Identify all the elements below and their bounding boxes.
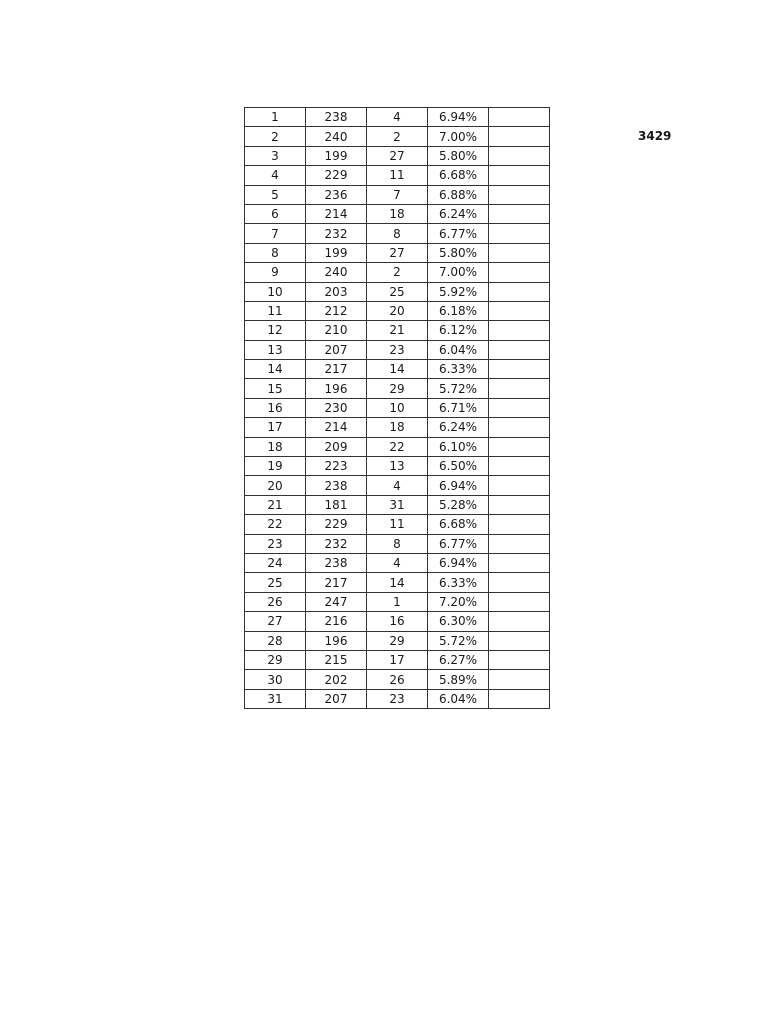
table-row (245, 476, 550, 495)
value-cell: 199 (306, 146, 367, 165)
rank-cell: 18 (367, 204, 428, 223)
table-row (245, 166, 550, 185)
row-index-cell: 20 (245, 476, 306, 495)
rank-cell: 1 (367, 592, 428, 611)
empty-cell (489, 650, 550, 669)
empty-cell (489, 224, 550, 243)
percent-cell: 6.33% (428, 360, 489, 379)
percent-cell: 6.94% (428, 476, 489, 495)
row-index-cell: 13 (245, 340, 306, 359)
percent-cell: 5.80% (428, 146, 489, 165)
empty-cell (489, 379, 550, 398)
empty-cell (489, 146, 550, 165)
value-cell: 210 (306, 321, 367, 340)
value-cell: 238 (306, 553, 367, 572)
rank-cell: 17 (367, 650, 428, 669)
rank-cell: 27 (367, 243, 428, 262)
percent-cell: 6.10% (428, 437, 489, 456)
percent-cell: 6.33% (428, 573, 489, 592)
table-row (245, 398, 550, 417)
row-index-cell: 4 (245, 166, 306, 185)
empty-cell (489, 437, 550, 456)
total-value: 3429 (638, 129, 672, 143)
rank-cell: 27 (367, 146, 428, 165)
percent-cell: 6.12% (428, 321, 489, 340)
percent-cell: 6.68% (428, 515, 489, 534)
percent-cell: 5.72% (428, 631, 489, 650)
row-index-cell: 29 (245, 650, 306, 669)
percent-cell: 6.77% (428, 534, 489, 553)
row-index-cell: 2 (245, 127, 306, 146)
table-row (245, 689, 550, 708)
value-cell: 203 (306, 282, 367, 301)
rank-cell: 10 (367, 398, 428, 417)
empty-cell (489, 204, 550, 223)
rank-cell: 4 (367, 553, 428, 572)
percent-cell: 6.24% (428, 418, 489, 437)
value-cell: 229 (306, 166, 367, 185)
table-row (245, 612, 550, 631)
table-row (245, 263, 550, 282)
table-row (245, 301, 550, 320)
percent-cell: 7.00% (428, 263, 489, 282)
percent-cell: 6.27% (428, 650, 489, 669)
percent-cell: 5.80% (428, 243, 489, 262)
percent-cell: 6.94% (428, 553, 489, 572)
percent-cell: 5.72% (428, 379, 489, 398)
table-row (245, 631, 550, 650)
value-cell: 232 (306, 534, 367, 553)
row-index-cell: 31 (245, 689, 306, 708)
row-index-cell: 1 (245, 108, 306, 127)
empty-cell (489, 534, 550, 553)
table-row (245, 340, 550, 359)
percent-cell: 5.89% (428, 670, 489, 689)
rank-cell: 11 (367, 515, 428, 534)
rank-cell: 18 (367, 418, 428, 437)
value-cell: 214 (306, 418, 367, 437)
row-index-cell: 3 (245, 146, 306, 165)
empty-cell (489, 689, 550, 708)
table-row (245, 224, 550, 243)
rank-cell: 23 (367, 340, 428, 359)
rank-cell: 14 (367, 573, 428, 592)
rank-cell: 23 (367, 689, 428, 708)
empty-cell (489, 631, 550, 650)
row-index-cell: 27 (245, 612, 306, 631)
table-row (245, 592, 550, 611)
table-row (245, 495, 550, 514)
rank-cell: 25 (367, 282, 428, 301)
row-index-cell: 17 (245, 418, 306, 437)
value-cell: 207 (306, 689, 367, 708)
table-row (245, 670, 550, 689)
percent-cell: 6.77% (428, 224, 489, 243)
row-index-cell: 8 (245, 243, 306, 262)
percent-cell: 6.71% (428, 398, 489, 417)
empty-cell (489, 127, 550, 146)
rank-cell: 4 (367, 108, 428, 127)
value-cell: 238 (306, 476, 367, 495)
empty-cell (489, 553, 550, 572)
value-cell: 212 (306, 301, 367, 320)
value-cell: 236 (306, 185, 367, 204)
row-index-cell: 14 (245, 360, 306, 379)
row-index-cell: 26 (245, 592, 306, 611)
value-cell: 214 (306, 204, 367, 223)
table-row (245, 515, 550, 534)
value-cell: 207 (306, 340, 367, 359)
rank-cell: 22 (367, 437, 428, 456)
row-index-cell: 18 (245, 437, 306, 456)
empty-cell (489, 573, 550, 592)
row-index-cell: 6 (245, 204, 306, 223)
value-cell: 196 (306, 379, 367, 398)
rank-cell: 11 (367, 166, 428, 185)
value-cell: 217 (306, 360, 367, 379)
row-index-cell: 7 (245, 224, 306, 243)
empty-cell (489, 418, 550, 437)
row-index-cell: 5 (245, 185, 306, 204)
percent-cell: 6.30% (428, 612, 489, 631)
value-cell: 230 (306, 398, 367, 417)
value-cell: 229 (306, 515, 367, 534)
empty-cell (489, 282, 550, 301)
table-row (245, 437, 550, 456)
row-index-cell: 19 (245, 457, 306, 476)
row-index-cell: 16 (245, 398, 306, 417)
value-cell: 181 (306, 495, 367, 514)
value-cell: 217 (306, 573, 367, 592)
table-row (245, 108, 550, 127)
table-row (245, 553, 550, 572)
percent-cell: 7.00% (428, 127, 489, 146)
percent-cell: 6.88% (428, 185, 489, 204)
table-row (245, 282, 550, 301)
empty-cell (489, 340, 550, 359)
value-cell: 240 (306, 263, 367, 282)
row-index-cell: 23 (245, 534, 306, 553)
rank-cell: 20 (367, 301, 428, 320)
empty-cell (489, 398, 550, 417)
rank-cell: 21 (367, 321, 428, 340)
percent-cell: 6.68% (428, 166, 489, 185)
value-cell: 202 (306, 670, 367, 689)
row-index-cell: 21 (245, 495, 306, 514)
table-row (245, 379, 550, 398)
percent-cell: 5.28% (428, 495, 489, 514)
empty-cell (489, 495, 550, 514)
empty-cell (489, 592, 550, 611)
value-cell: 215 (306, 650, 367, 669)
value-cell: 209 (306, 437, 367, 456)
table-row (245, 185, 550, 204)
empty-cell (489, 670, 550, 689)
row-index-cell: 25 (245, 573, 306, 592)
rank-cell: 8 (367, 224, 428, 243)
value-cell: 247 (306, 592, 367, 611)
percent-cell: 7.20% (428, 592, 489, 611)
empty-cell (489, 166, 550, 185)
value-cell: 223 (306, 457, 367, 476)
value-cell: 196 (306, 631, 367, 650)
rank-cell: 8 (367, 534, 428, 553)
data-table (244, 107, 550, 709)
percent-cell: 6.04% (428, 340, 489, 359)
row-index-cell: 12 (245, 321, 306, 340)
rank-cell: 13 (367, 457, 428, 476)
table-body (245, 108, 550, 709)
percent-cell: 6.18% (428, 301, 489, 320)
rank-cell: 2 (367, 263, 428, 282)
empty-cell (489, 360, 550, 379)
row-index-cell: 15 (245, 379, 306, 398)
table-row (245, 534, 550, 553)
table-row (245, 360, 550, 379)
row-index-cell: 30 (245, 670, 306, 689)
percent-cell: 6.94% (428, 108, 489, 127)
row-index-cell: 22 (245, 515, 306, 534)
empty-cell (489, 108, 550, 127)
row-index-cell: 9 (245, 263, 306, 282)
empty-cell (489, 185, 550, 204)
row-index-cell: 24 (245, 553, 306, 572)
table-row (245, 650, 550, 669)
row-index-cell: 10 (245, 282, 306, 301)
percent-cell: 6.04% (428, 689, 489, 708)
empty-cell (489, 263, 550, 282)
rank-cell: 7 (367, 185, 428, 204)
value-cell: 238 (306, 108, 367, 127)
rank-cell: 29 (367, 379, 428, 398)
rank-cell: 31 (367, 495, 428, 514)
table-row (245, 418, 550, 437)
empty-cell (489, 476, 550, 495)
value-cell: 232 (306, 224, 367, 243)
empty-cell (489, 612, 550, 631)
row-index-cell: 28 (245, 631, 306, 650)
percent-cell: 6.24% (428, 204, 489, 223)
table-row (245, 321, 550, 340)
table-row (245, 457, 550, 476)
percent-cell: 6.50% (428, 457, 489, 476)
empty-cell (489, 457, 550, 476)
table-row (245, 573, 550, 592)
value-cell: 240 (306, 127, 367, 146)
rank-cell: 2 (367, 127, 428, 146)
table-row (245, 146, 550, 165)
rank-cell: 29 (367, 631, 428, 650)
table-row (245, 204, 550, 223)
table-row (245, 243, 550, 262)
empty-cell (489, 515, 550, 534)
empty-cell (489, 321, 550, 340)
rank-cell: 4 (367, 476, 428, 495)
percent-cell: 5.92% (428, 282, 489, 301)
empty-cell (489, 301, 550, 320)
rank-cell: 14 (367, 360, 428, 379)
rank-cell: 26 (367, 670, 428, 689)
value-cell: 199 (306, 243, 367, 262)
value-cell: 216 (306, 612, 367, 631)
table-row (245, 127, 550, 146)
rank-cell: 16 (367, 612, 428, 631)
empty-cell (489, 243, 550, 262)
row-index-cell: 11 (245, 301, 306, 320)
